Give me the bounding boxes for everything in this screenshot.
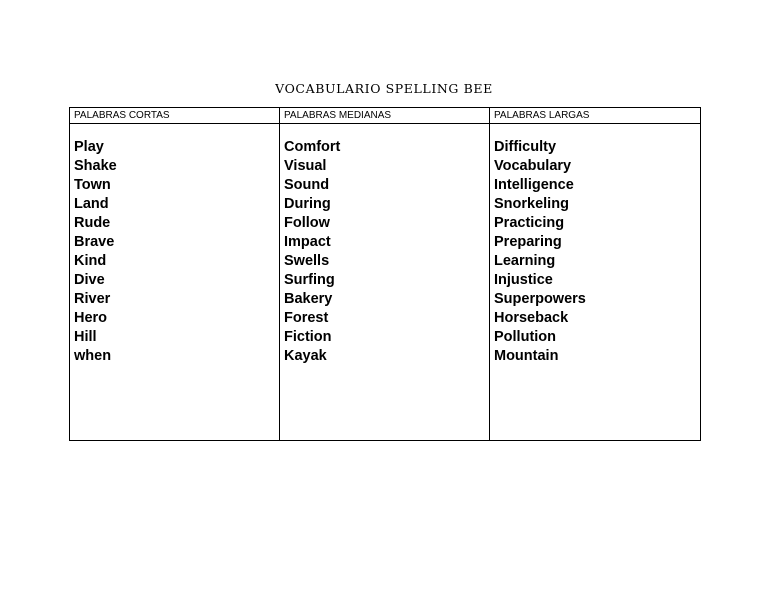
table-body-row bbox=[70, 124, 701, 441]
word-item: Play bbox=[74, 139, 104, 155]
vocabulary-table bbox=[69, 107, 701, 441]
word-item: Fiction bbox=[284, 329, 332, 345]
word-item: Comfort bbox=[284, 139, 341, 155]
word-item: Shake bbox=[74, 158, 117, 174]
document-title: VOCABULARIO SPELLING BEE bbox=[275, 81, 493, 96]
word-item: when bbox=[74, 348, 112, 364]
word-item: Preparing bbox=[494, 234, 562, 250]
word-item: Snorkeling bbox=[494, 196, 569, 212]
word-item: Kind bbox=[74, 253, 107, 269]
word-item: Pollution bbox=[494, 329, 557, 345]
word-item: Hero bbox=[74, 310, 108, 326]
word-item: Hill bbox=[74, 329, 97, 345]
word-item: River bbox=[74, 291, 111, 307]
word-item: Brave bbox=[74, 234, 115, 250]
word-item: Practicing bbox=[494, 215, 565, 231]
word-item: Rude bbox=[74, 215, 111, 231]
word-item: Surfing bbox=[284, 272, 335, 288]
word-item: Superpowers bbox=[494, 291, 586, 307]
table-header-row bbox=[70, 108, 701, 124]
column-header-short-words: PALABRAS CORTAS bbox=[70, 108, 280, 124]
word-item: Injustice bbox=[494, 272, 553, 288]
word-item: Impact bbox=[284, 234, 331, 250]
column-header-medium-words: PALABRAS MEDIANAS bbox=[280, 108, 490, 124]
word-item: Dive bbox=[74, 272, 105, 288]
word-item: Difficulty bbox=[494, 139, 557, 155]
word-item: Horseback bbox=[494, 310, 569, 326]
word-item: Kayak bbox=[284, 348, 327, 364]
word-item: Bakery bbox=[284, 291, 333, 307]
word-item: Intelligence bbox=[494, 177, 574, 193]
word-item: Mountain bbox=[494, 348, 559, 364]
word-item: Forest bbox=[284, 310, 329, 326]
short-words-cell bbox=[70, 124, 280, 441]
word-item: Learning bbox=[494, 253, 556, 269]
word-item: Sound bbox=[284, 177, 330, 193]
column-header-long-words: PALABRAS LARGAS bbox=[490, 108, 701, 124]
long-words-list bbox=[494, 138, 696, 366]
medium-words-cell bbox=[280, 124, 490, 441]
word-item: Follow bbox=[284, 215, 330, 231]
word-item: Visual bbox=[284, 158, 327, 174]
word-item: Vocabulary bbox=[494, 158, 572, 174]
long-words-cell bbox=[490, 124, 701, 441]
word-item: Land bbox=[74, 196, 109, 212]
word-item: During bbox=[284, 196, 331, 212]
word-item: Town bbox=[74, 177, 111, 193]
medium-words-list bbox=[284, 138, 485, 366]
word-item: Swells bbox=[284, 253, 330, 269]
short-words-list bbox=[74, 138, 275, 366]
